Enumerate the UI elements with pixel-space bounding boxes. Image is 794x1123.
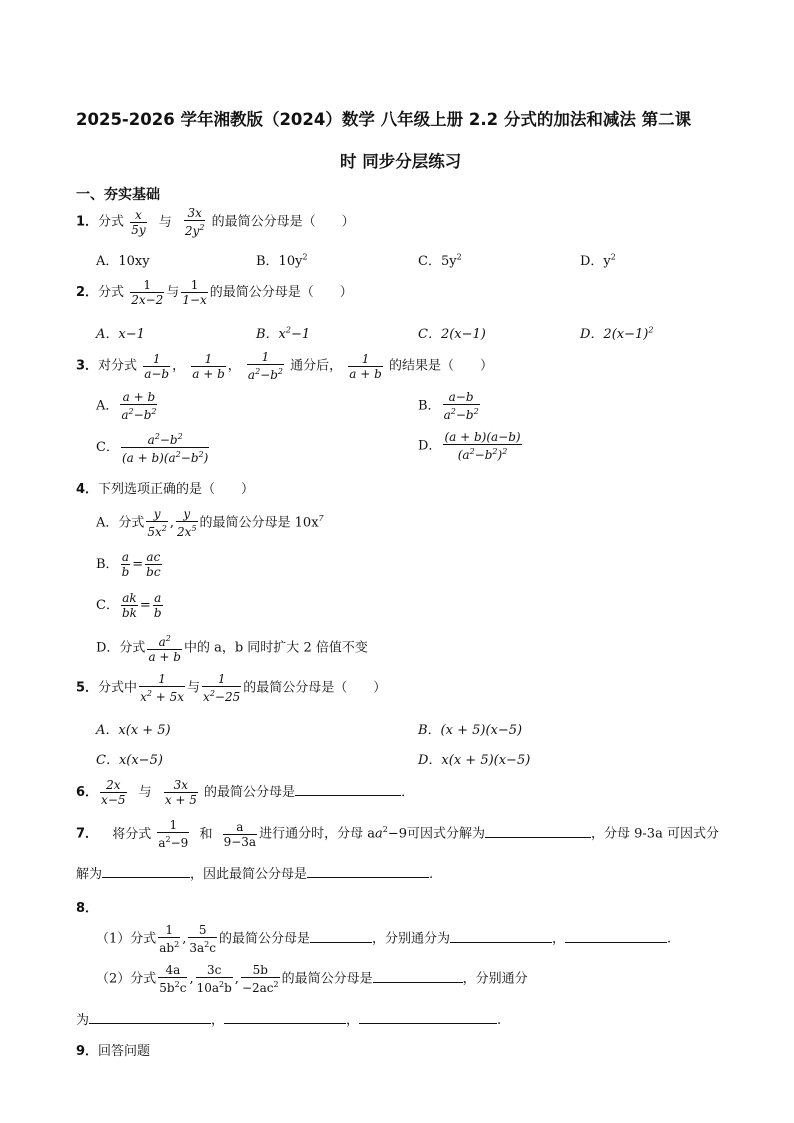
answer-blank[interactable] [485, 824, 591, 838]
option-4c: C． $\frac{ak}{bk}$ = $\frac{a}{b}$ [96, 591, 162, 620]
option-3d: D． $\frac{(a + b)(a-b)}{(a^2-b^2)^2}$ [418, 430, 521, 462]
question-number: 1． [76, 214, 99, 230]
fraction: $\frac{1}{2x-2}$ [131, 278, 164, 307]
question-9: 9．回答问题 [76, 1044, 151, 1059]
option-5c: C．x(x−5) [96, 753, 163, 768]
option-1c: C．$5y^2$ [418, 252, 462, 269]
question-6: 6． $\frac{2x}{x-5}$ 与 $\frac{3x}{x + 5}$ 的最简公分母是 ． [76, 778, 415, 807]
question-8-part2: （2）分式 $\frac{4a}{5b^2c}$ , $\frac{3c}{10a^2b}$ , $\frac{5b}{-2ac^2}$ 的最简公分母是 ，分别通分 [96, 963, 528, 995]
option-1b: B．$10y^2$ [256, 252, 308, 269]
answer-blank[interactable] [450, 929, 552, 943]
question-1: 1．分式 $\frac{x}{5y}$ 与 $\frac{3x}{2y^2}$ 的最简公分母是（ ） [76, 206, 355, 238]
answer-blank[interactable] [565, 929, 667, 943]
page-title-line2: 时 同步分层练习 [340, 152, 462, 171]
answer-blank[interactable] [373, 969, 463, 983]
fraction: $\frac{1}{1-x}$ [182, 278, 207, 307]
option-2b: B．$x^2-1$ [256, 325, 311, 342]
option-1d: D．$y^2$ [580, 252, 616, 269]
option-2a: A．x−1 [96, 327, 145, 342]
question-3: 3．对分式 $\frac{1}{a-b}$ ， $\frac{1}{a + b}$ ， $\frac{1}{a^2-b^2}$ 通分后， $\frac{1}{a + b}$ 的结果是（ ） [76, 350, 493, 382]
option-3a: A． $\frac{a + b}{a^2-b^2}$ [96, 390, 157, 422]
question-8: 8． [76, 901, 99, 916]
question-7: 7． 将分式 $\frac{1}{a^2-9}$ 和 $\frac{a}{9-3a}$ 进行通分时，分母 $aa^2-9$可因式分解为 ，分母 9-3a 可因式分 [76, 818, 719, 850]
answer-blank[interactable] [224, 1010, 346, 1024]
section-heading: 一、夯实基础 [76, 187, 160, 203]
option-1a: A．10xy [96, 254, 150, 269]
question-2: 2．分式 $\frac{1}{2x-2}$ 与 $\frac{1}{1-x}$ 的最简公分母是（ ） [76, 278, 353, 307]
page-title-line1: 2025-2026 学年湘教版（2024）数学 八年级上册 2.2 分式的加法和减法 第二课 [76, 110, 692, 129]
question-5: 5．分式中 $\frac{1}{x^2 + 5x}$ 与 $\frac{1}{x^2-25}$ 的最简公分母是（ ） [76, 672, 387, 704]
question-4: 4．下列选项正确的是（ ） [76, 482, 255, 497]
question-7-line2: 解为 ，因此最简公分母是 . [76, 863, 433, 882]
option-5b: B．(x + 5)(x−5) [418, 723, 523, 738]
option-4a: A．分式 $\frac{y}{5x^2}$ , $\frac{y}{2x^5}$ 的最简公分母是 $10x^7$ [96, 507, 324, 539]
option-4b: B． $\frac{a}{b}$ = $\frac{ac}{bc}$ [96, 550, 161, 579]
fraction: $\frac{3x}{2y^2}$ [184, 206, 205, 238]
option-4d: D．分式 $\frac{a^2}{a + b}$ 中的 a，b 同时扩大 2 倍值不变 [96, 634, 368, 664]
fraction: $\frac{x}{5y}$ [131, 207, 146, 237]
question-8-part2-line2: 为 ， ， . [76, 1009, 501, 1028]
answer-blank[interactable] [310, 929, 372, 943]
option-5d: D．x(x + 5)(x−5) [418, 753, 531, 768]
answer-blank[interactable] [89, 1010, 211, 1024]
option-2c: C．2(x−1) [418, 327, 486, 342]
option-5a: A．x(x + 5) [96, 723, 171, 738]
option-2d: D．$2(x-1)^2$ [580, 325, 654, 342]
question-8-part1: （1）分式 $\frac{1}{ab^2}$ , $\frac{5}{3a^2c}$ 的最简公分母是 ，分别通分为 ， . [96, 923, 672, 955]
answer-blank[interactable] [307, 864, 429, 878]
option-3b: B． $\frac{a-b}{a^2-b^2}$ [418, 390, 479, 422]
answer-blank[interactable] [295, 782, 401, 796]
option-3c: C． $\frac{a^2-b^2}{(a + b)(a^2-b^2)}$ [96, 432, 209, 465]
answer-blank[interactable] [359, 1010, 497, 1024]
answer-blank[interactable] [102, 864, 190, 878]
